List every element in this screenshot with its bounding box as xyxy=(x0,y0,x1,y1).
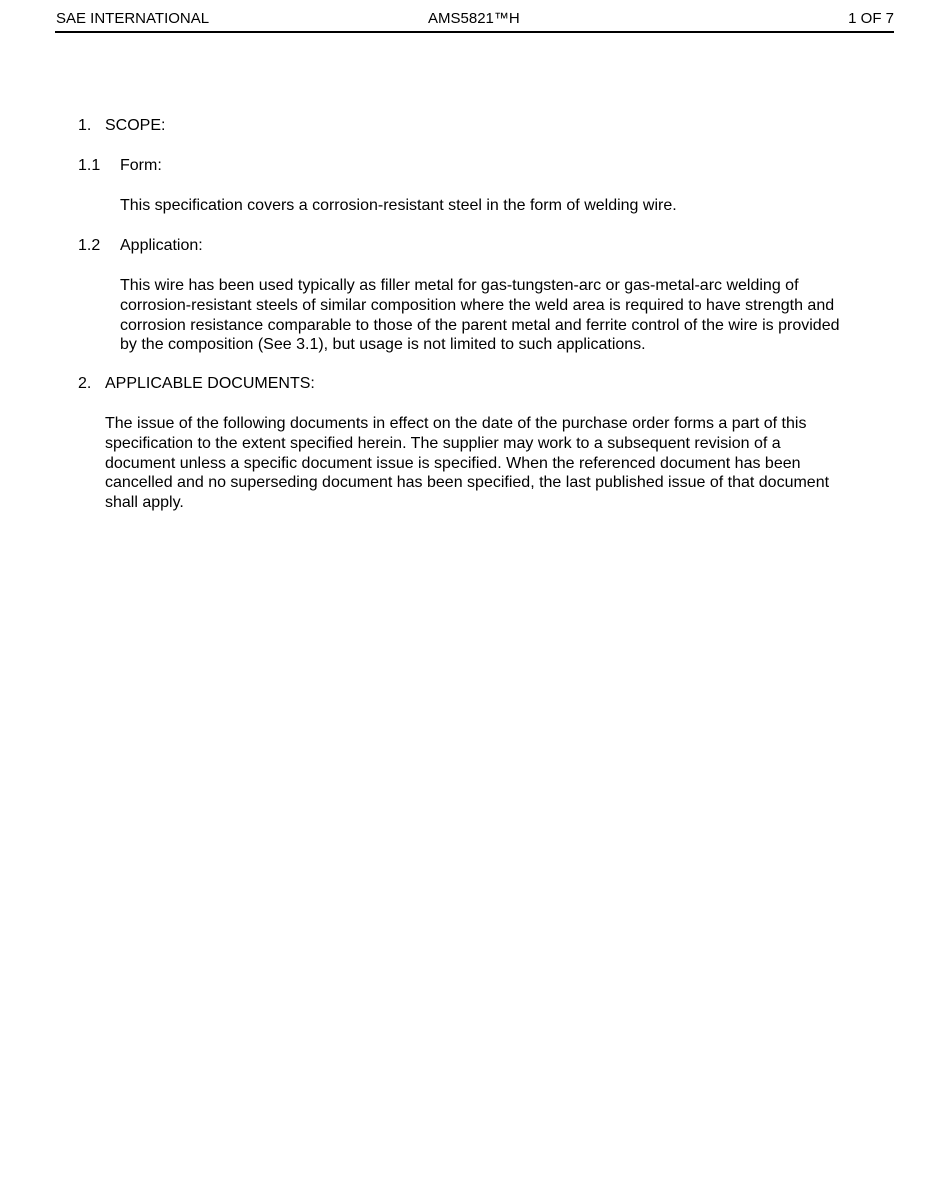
section-1-2-text: This wire has been used typically as filler metal for gas-tungsten-arc or gas-metal-arc welding of corrosion-resistant steels of similar composition where the weld area is required to have strength and corrosion resistance comparable to those of the parent metal and ferrite control of the wire is provided by the composition (See 3.1), but usage is not limited to such applications. xyxy=(120,277,840,354)
section-2-number: 2. xyxy=(78,375,92,392)
section-2-title: APPLICABLE DOCUMENTS: xyxy=(105,375,315,392)
section-1-1-number: 1.1 xyxy=(78,157,101,174)
section-1-1-text: This specification covers a corrosion-resistant steel in the form of welding wire. xyxy=(120,197,677,214)
section-1-title: SCOPE: xyxy=(105,117,166,134)
section-1-2-number: 1.2 xyxy=(78,237,101,254)
section-1-1-title: Form: xyxy=(120,157,162,174)
header-organization: SAE INTERNATIONAL xyxy=(56,10,210,27)
section-2-text: The issue of the following documents in effect on the date of the purchase order forms a part of this specification to the extent specified herein. The supplier may work to a subsequent revision of a document unless a specific document issue is specified. When the referenced document has been cancelled and no superseding document has been specified, the last published issue of that document shall apply. xyxy=(105,415,830,512)
section-1-number: 1. xyxy=(78,117,92,134)
header-page-indicator: 1 OF 7 xyxy=(848,10,894,27)
header-document-number: AMS5821™H xyxy=(428,10,520,27)
section-1-2-title: Application: xyxy=(120,237,203,254)
running-header xyxy=(55,9,894,33)
